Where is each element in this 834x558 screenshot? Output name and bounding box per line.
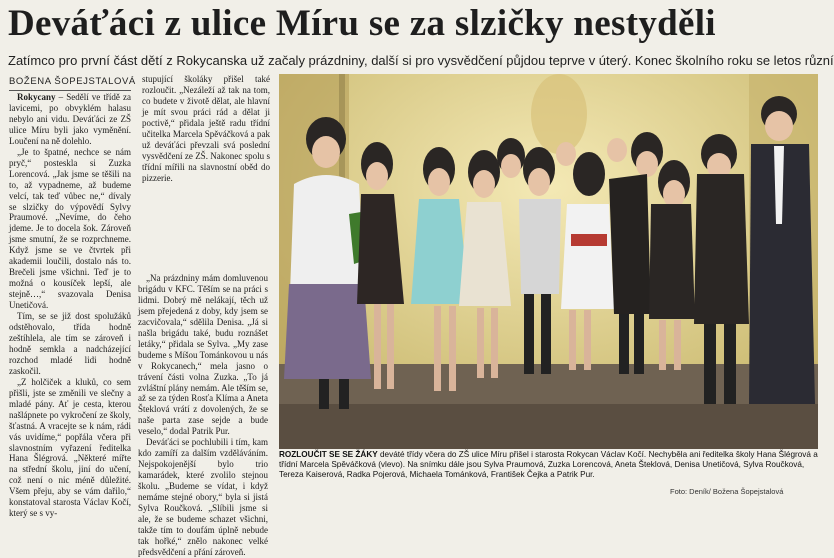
byline-rule [9, 90, 131, 91]
photo-credit: Foto: Deník/ Božena Šopejstalová [667, 487, 783, 496]
caption-text: deváté třídy včera do ZŠ ulice Míru přišel i starosta Rokycan Václav Kočí. Nechyběla ani ředitelka školy Hana Šlégrová a třídní Marcela Spěváčková (vlevo). Na snímku dále jsou Sylva Praumová, Zuzka Lorencová, Aneta Šteklová, Denisa Unetičová, Sylva Roučková, Tereza Kaiserová, Radka Pojerová, Michaela Tománková, František Čejka a Patrik Pur. [279, 450, 818, 480]
headline: Deváťáci z ulice Míru se za slzičky nestyděli [8, 3, 716, 44]
paragraph: „Je to špatné, nechce se nám pryč,“ posteskla si Zuzka Lorencová. „Jak jsme se těšili na to, až vypadneme, až budeme velcí, tak teď vůbec ne,“ dívaly se slzičky do výpovědí Sylvy Praumové. „Nevíme, do čeho jdeme. Je to docela šok. Zároveň jsme smutní, že se rozprchneme. Když jsme se ve čtvrtek při akademii loučili, dostalo nás to. Brečeli jsme všichni. Teď je to možná o kousíček lepší, ale stejně…,“ svazovala Denisa Unetičová. [9, 146, 131, 311]
byline: BOŽENA ŠOPEJSTALOVÁ [9, 76, 136, 87]
article-column-1 [9, 92, 131, 519]
group-photo-icon [279, 74, 818, 449]
paragraph: „Z holčiček a kluků, co sem přišli, jste se změnili ve slečny a mladé pány. Ať je cesta, kterou našlápnete po vykročení ze školy, šťastná. A vracejte se k nám, rádi vás uvidíme,“ popřála včera při slavnostním vyřazení ředitelka Hana Šlégrová. „Některé mířte na střední školu, jiní do učení, což není o nic méně důležité. Všem přeju, aby se vám dařilo,“ konstatoval starosta Václav Kočí, který se s vy- [9, 376, 131, 519]
paragraph: stupující školáky přišel také rozloučit. „Nezáleží až tak na tom, co budete v životě dělat, ale hlavní je mít svou práci rád a dělat ji poctivě,“ přidala ještě radu třídní učitelka Marcela Spěváčková a pak už deváťáci převzali svá poslední vysvědčení ze ZŠ. Nakonec spolu s třídní mířili na slavnostní oběd do pizzerie. [142, 74, 270, 183]
dateline: Rokycany [17, 92, 56, 102]
lead-paragraph [9, 92, 131, 147]
paragraph: „Na prázdniny mám domluvenou brigádu v KFC. Těším se na práci s lidmi. Dobrý mě nelákají, těch už jsem přejedená z doby, kdy jsem se zacvičovala,“ sdělila Denisa. „Já si našla brigádu také, budu roznášet letáky,“ přidala se Sylva. „My zase budeme s Míšou Tománkovou u nás v Rokycanech,“ mela jasno o trávení části volna Zuzka. „To já zvláštní plány nemám. Ale těším se, až se za týden Rosťa Klíma a Aneta Šteklová vrátí z dovolených, že se naše parta zase sejde a bude veselo,“ dodal Patrik Pur. [138, 273, 268, 437]
subheadline: Zatímco pro první část dětí z Rokycanska už začaly prázdniny, další si pro vysvědčení půjdou teprve v úterý. Konec školního roku se letos různí [8, 53, 834, 68]
article-column-2-bottom [138, 273, 268, 557]
group-photo [279, 74, 818, 449]
paragraph: Tím, se se již dost spolužáků odstěhovalo, třída hodně zeštíhlela, ale tím se zároveň i hodně semkla a nadcházející rozchod mladé lidi hodně zaskočil. [9, 311, 131, 376]
paragraph: Deváťáci se pochlubili i tím, kam kdo zamíří za dalším vzděláváním. Nejspokojenější bylo trio kamarádek, které zvolilo stejnou školu. „Budeme se vídat, i když nemáme stejné obory,“ byla si jistá Sylva Roučková. „Slíbili jsme si ale, že se budeme schazet všichni, takže tím to doufám úplně nebude tak hořké,“ znělo nakonec velké předsvědčení a přání zároveň. [138, 437, 268, 557]
caption-lead: ROZLOUČIT SE SE ŽÁKY [279, 450, 378, 459]
lead-text: – Sedělí ve třídě za lavicemi, po obvyklém halasu nebylo ani vidu. Deváťáci ze ZŠ ulice Míru byli jako vyměnění. Loučení na ně dolehlo. [9, 92, 131, 146]
